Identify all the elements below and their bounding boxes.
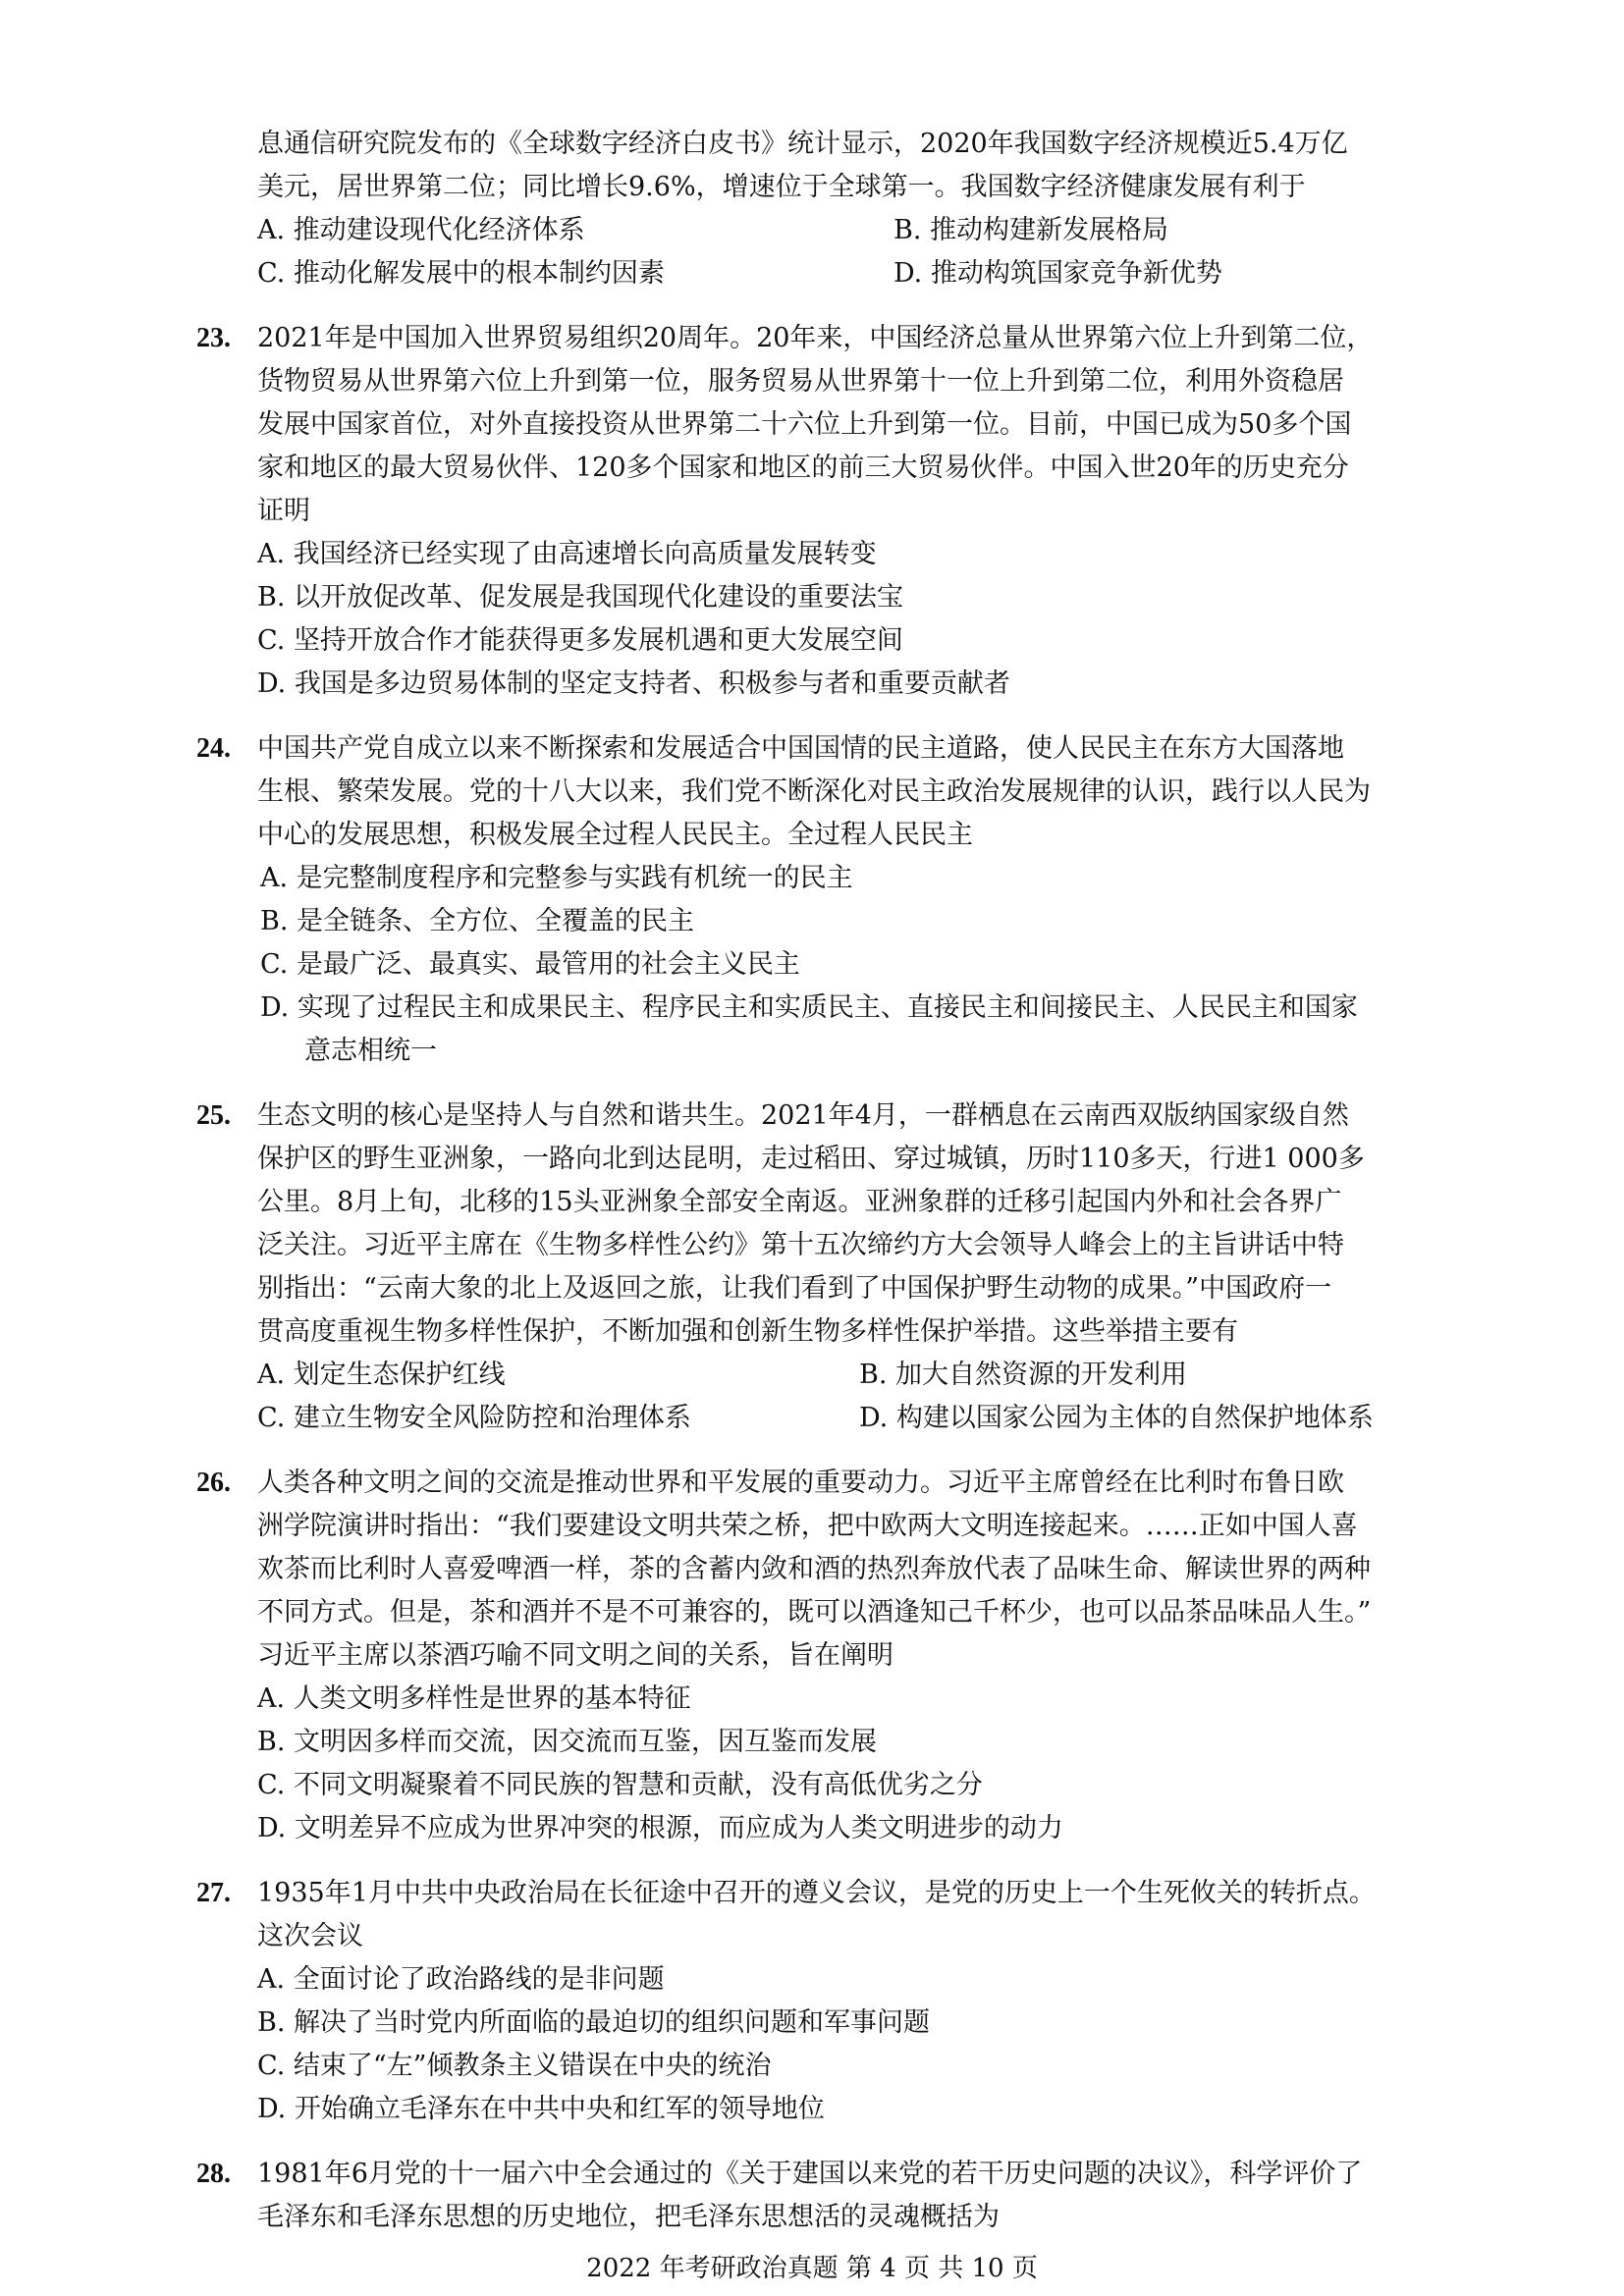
q24-line-2: 生根、繁荣发展。党的十八大以来，我们党不断深化对民主政治发展规律的认识，践行以人民为: [257, 776, 1371, 807]
q28-number: 28.: [196, 2159, 231, 2189]
q23-line-1: 2021年是中国加入世界贸易组织20周年。20年来，中国经济总量从世界第六位上升到第二位，: [257, 323, 1374, 353]
q24-line-3: 中心的发展思想，积极发展全过程人民民主。全过程人民民主: [257, 820, 973, 850]
intro-line-2: 美元，居世界第二位；同比增长9.6%，增速位于全球第一。我国数字经济健康发展有利于: [257, 172, 1306, 202]
q25-option-a: A. 划定生态保护红线: [257, 1360, 506, 1390]
q28-line-2: 毛泽东和毛泽东思想的历史地位，把毛泽东思想活的灵魂概括为: [257, 2202, 1000, 2232]
intro-option-c: C. 推动化解发展中的根本制约因素: [257, 258, 665, 289]
q28-line-1: 1981年6月党的十一届六中全会通过的《关于建国以来党的若干历史问题的决议》，科学评价了: [257, 2159, 1363, 2189]
q26-line-2: 洲学院演讲时指出：“我们要建设文明共荣之桥，把中欧两大文明连接起来。……正如中国人喜: [257, 1511, 1358, 1541]
intro-line-1: 息通信研究院发布的《全球数字经济白皮书》统计显示，2020年我国数字经济规模近5.4万亿: [257, 129, 1348, 159]
q25-line-4: 泛关注。习近平主席在《生物多样性公约》第十五次缔约方大会领导人峰会上的主旨讲话中特: [257, 1230, 1344, 1260]
q25-number: 25.: [196, 1100, 231, 1131]
q23-number: 23.: [196, 323, 231, 353]
footer: 2022 年考研政治真题 第 4 页 共 10 页: [586, 2254, 1038, 2283]
q27-option-a: A. 全面讨论了政治路线的是非问题: [257, 1964, 665, 1995]
q26-option-d: D. 文明差异不应成为世界冲突的根源，而应成为人类文明进步的动力: [257, 1813, 1063, 1843]
q27-option-d: D. 开始确立毛泽东在中共中央和红军的领导地位: [257, 2094, 825, 2124]
q26-option-c: C. 不同文明凝聚着不同民族的智慧和贡献，没有高低优劣之分: [257, 1770, 983, 1800]
q25-option-c: C. 建立生物安全风险防控和治理体系: [257, 1403, 691, 1433]
q24-option-a: A. 是完整制度程序和完整参与实践有机统一的民主: [260, 863, 853, 893]
q26-line-3: 欢茶而比利时人喜爱啤酒一样，茶的含蓄内敛和酒的热烈奔放代表了品味生命、解读世界的两种: [257, 1554, 1371, 1584]
q25-line-5: 别指出：“云南大象的北上及返回之旅，让我们看到了中国保护野生动物的成果。”中国政府一: [257, 1273, 1332, 1304]
q23-option-b: B. 以开放促改革、促发展是我国现代化建设的重要法宝: [257, 582, 904, 613]
intro-option-b: B. 推动构建新发展格局: [893, 215, 1169, 245]
q26-option-a: A. 人类文明多样性是世界的基本特征: [257, 1683, 691, 1714]
q23-line-3: 发展中国家首位，对外直接投资从世界第二十六位上升到第一位。目前，中国已成为50多个国: [257, 409, 1352, 440]
q25-line-2: 保护区的野生亚洲象，一路向北到达昆明，走过稻田、穿过城镇，历时110多天，行进1 000多: [257, 1144, 1365, 1174]
q27-option-c: C. 结束了“左”倾教条主义错误在中央的统治: [257, 2051, 772, 2081]
q26-line-5: 习近平主席以茶酒巧喻不同文明之间的关系，旨在阐明: [257, 1640, 893, 1671]
q25-line-3: 公里。8月上旬，北移的15头亚洲象全部安全南返。亚洲象群的迁移引起国内外和社会各界广: [257, 1187, 1342, 1217]
q27-line-2: 这次会议: [257, 1921, 363, 1951]
q27-option-b: B. 解决了当时党内所面临的最迫切的组织问题和军事问题: [257, 2007, 931, 2038]
q24-number: 24.: [196, 733, 231, 764]
q27-number: 27.: [196, 1878, 231, 1908]
q24-line-1: 中国共产党自成立以来不断探索和发展适合中国国情的民主道路，使人民民主在东方大国落地: [257, 733, 1344, 764]
q26-line-1: 人类各种文明之间的交流是推动世界和平发展的重要动力。习近平主席曾经在比利时布鲁日欧: [257, 1468, 1344, 1498]
q26-option-b: B. 文明因多样而交流，因交流而互鉴，因互鉴而发展: [257, 1727, 878, 1757]
q26-line-4: 不同方式。但是，茶和酒并不是不可兼容的，既可以酒逢知己千杯少，也可以品茶品味品人生。”: [257, 1597, 1372, 1628]
intro-option-a: A. 推动建设现代化经济体系: [257, 215, 585, 245]
q24-option-d-continued: 意志相统一: [304, 1036, 437, 1066]
q23-line-5: 证明: [257, 496, 310, 526]
q23-option-a: A. 我国经济已经实现了由高速增长向高质量发展转变: [257, 539, 877, 569]
q25-line-1: 生态文明的核心是坚持人与自然和谐共生。2021年4月，一群栖息在云南西双版纳国家级自然: [257, 1100, 1349, 1131]
q25-line-6: 贯高度重视生物多样性保护，不断加强和创新生物多样性保护举措。这些举措主要有: [257, 1316, 1238, 1347]
q26-number: 26.: [196, 1468, 231, 1498]
q24-option-d: D. 实现了过程民主和成果民主、程序民主和实质民主、直接民主和间接民主、人民民主和国家: [260, 992, 1358, 1023]
q23-option-d: D. 我国是多边贸易体制的坚定支持者、积极参与者和重要贡献者: [257, 668, 1010, 699]
q25-option-b: B. 加大自然资源的开发利用: [859, 1360, 1188, 1390]
intro-option-d: D. 推动构筑国家竞争新优势: [893, 258, 1222, 289]
q23-line-4: 家和地区的最大贸易伙伴、120多个国家和地区的前三大贸易伙伴。中国入世20年的历史充分: [257, 453, 1349, 483]
q25-option-d: D. 构建以国家公园为主体的自然保护地体系: [859, 1403, 1374, 1433]
q27-line-1: 1935年1月中共中央政治局在长征途中召开的遵义会议，是党的历史上一个生死攸关的转折点。: [257, 1878, 1376, 1908]
q23-option-c: C. 坚持开放合作才能获得更多发展机遇和更大发展空间: [257, 625, 903, 656]
q24-option-c: C. 是最广泛、最真实、最管用的社会主义民主: [260, 949, 800, 980]
q24-option-b: B. 是全链条、全方位、全覆盖的民主: [260, 906, 695, 936]
q23-line-2: 货物贸易从世界第六位上升到第一位，服务贸易从世界第十一位上升到第二位，利用外资稳居: [257, 366, 1344, 397]
